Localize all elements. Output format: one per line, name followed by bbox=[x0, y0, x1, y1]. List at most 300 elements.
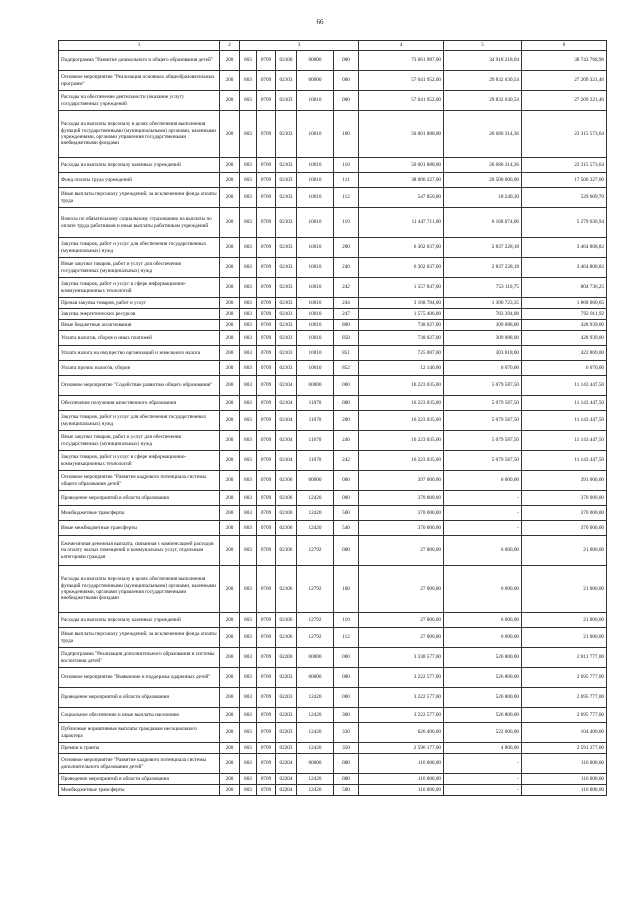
code-e: 00000 bbox=[297, 648, 334, 668]
row-name: Закупка товаров, работ и услуг в сфере информационно-коммуникационных технологий bbox=[59, 278, 220, 298]
amount-approved: 50 001 888,00 bbox=[359, 111, 444, 158]
code-e: 10010 bbox=[297, 298, 334, 309]
row-name: Расходы на выплаты персоналу в целях обеспечения выполнения функций государственными (муниципальными) органами, казенными учреждениями, органами управления государственными внебюджетными фондами bbox=[59, 566, 220, 613]
row-name: Закупка энергетических ресурсов bbox=[59, 309, 220, 320]
code-d: 02204 bbox=[276, 754, 297, 774]
code-f: 852 bbox=[334, 361, 359, 376]
amount-executed: 5 079 587,50 bbox=[444, 431, 522, 451]
code-b: 803 bbox=[240, 628, 257, 648]
row-name: Межбюджетные трансферты bbox=[59, 785, 220, 796]
code-b: 803 bbox=[240, 471, 257, 491]
amount-remaining: 529 609,70 bbox=[522, 188, 607, 208]
col-header-2: 2 bbox=[220, 41, 240, 51]
table-row bbox=[59, 396, 607, 411]
code-f: 100 bbox=[334, 111, 359, 158]
col-header-6: 6 bbox=[522, 41, 607, 51]
code-f: 000 bbox=[334, 471, 359, 491]
code-a: 200 bbox=[220, 743, 240, 754]
table-row bbox=[59, 361, 607, 376]
code-f: 240 bbox=[334, 431, 359, 451]
code-b: 803 bbox=[240, 71, 257, 91]
code-a: 200 bbox=[220, 431, 240, 451]
table-row bbox=[59, 743, 607, 754]
code-d: 02103 bbox=[276, 278, 297, 298]
code-b: 803 bbox=[240, 346, 257, 361]
code-f: 500 bbox=[334, 785, 359, 796]
code-d: 02103 bbox=[276, 188, 297, 208]
table-row bbox=[59, 451, 607, 471]
amount-remaining: 1 868 060,65 bbox=[522, 298, 607, 309]
code-d: 02103 bbox=[276, 173, 297, 188]
table-row bbox=[59, 188, 607, 208]
amount-remaining: 38 743 768,96 bbox=[522, 51, 607, 71]
code-d: 02103 bbox=[276, 320, 297, 331]
row-name: Основное мероприятие "Реализация основных общеобразовательных программ" bbox=[59, 71, 220, 91]
code-e: 12792 bbox=[297, 566, 334, 613]
code-d: 02103 bbox=[276, 208, 297, 238]
amount-approved: 1 557 847,00 bbox=[359, 278, 444, 298]
code-a: 200 bbox=[220, 278, 240, 298]
code-b: 803 bbox=[240, 396, 257, 411]
amount-approved: 38 006 327,00 bbox=[359, 173, 444, 188]
table-row bbox=[59, 723, 607, 743]
code-d: 02103 bbox=[276, 238, 297, 258]
code-a: 200 bbox=[220, 536, 240, 566]
code-d: 02106 bbox=[276, 521, 297, 536]
amount-approved: 27 000,00 bbox=[359, 628, 444, 648]
code-c: 0709 bbox=[257, 71, 276, 91]
code-f: 000 bbox=[334, 668, 359, 688]
code-b: 803 bbox=[240, 309, 257, 320]
amount-approved: 11 447 711,00 bbox=[359, 208, 444, 238]
code-f: 540 bbox=[334, 521, 359, 536]
code-c: 0709 bbox=[257, 309, 276, 320]
code-d: 02203 bbox=[276, 688, 297, 708]
code-b: 803 bbox=[240, 111, 257, 158]
amount-remaining: 5 279 636,94 bbox=[522, 208, 607, 238]
code-b: 803 bbox=[240, 173, 257, 188]
row-name: Публичные нормативные выплаты гражданам несоциального характера bbox=[59, 723, 220, 743]
code-a: 200 bbox=[220, 411, 240, 431]
table-row bbox=[59, 471, 607, 491]
row-name: Премии и гранты bbox=[59, 743, 220, 754]
code-c: 0709 bbox=[257, 320, 276, 331]
amount-executed: 5 079 587,50 bbox=[444, 376, 522, 396]
amount-remaining: 17 506 327,00 bbox=[522, 173, 607, 188]
code-f: 800 bbox=[334, 320, 359, 331]
code-c: 0709 bbox=[257, 298, 276, 309]
amount-executed: 20 500 000,00 bbox=[444, 173, 522, 188]
code-a: 200 bbox=[220, 309, 240, 320]
page-number: 66 bbox=[316, 18, 324, 26]
code-c: 0709 bbox=[257, 688, 276, 708]
code-d: 02103 bbox=[276, 331, 297, 346]
table-row bbox=[59, 688, 607, 708]
table-row bbox=[59, 613, 607, 628]
amount-remaining: 804 736,25 bbox=[522, 278, 607, 298]
code-a: 200 bbox=[220, 238, 240, 258]
row-name: Уплата налога на имущество организаций и земельного налога bbox=[59, 346, 220, 361]
code-d: 02204 bbox=[276, 774, 297, 785]
header-row bbox=[59, 41, 607, 51]
code-e: 12420 bbox=[297, 521, 334, 536]
code-e: 10010 bbox=[297, 258, 334, 278]
code-c: 0709 bbox=[257, 51, 276, 71]
code-b: 803 bbox=[240, 648, 257, 668]
amount-approved: 57 041 952,00 bbox=[359, 71, 444, 91]
table-row bbox=[59, 71, 607, 91]
code-e: 10010 bbox=[297, 346, 334, 361]
code-e: 10010 bbox=[297, 361, 334, 376]
code-a: 200 bbox=[220, 688, 240, 708]
amount-remaining: 422 869,00 bbox=[522, 346, 607, 361]
amount-executed: 522 000,00 bbox=[444, 723, 522, 743]
code-f: 110 bbox=[334, 158, 359, 173]
row-name: Основное мероприятие "Развитие кадрового потенциала системы дополнительного образования детей" bbox=[59, 754, 220, 774]
code-b: 803 bbox=[240, 411, 257, 431]
code-c: 0709 bbox=[257, 566, 276, 613]
amount-executed: - bbox=[444, 754, 522, 774]
code-a: 200 bbox=[220, 71, 240, 91]
code-a: 200 bbox=[220, 298, 240, 309]
code-e: 00000 bbox=[297, 668, 334, 688]
table-body bbox=[59, 51, 607, 796]
code-e: 10010 bbox=[297, 188, 334, 208]
code-a: 200 bbox=[220, 361, 240, 376]
amount-approved: 16 223 035,00 bbox=[359, 411, 444, 431]
code-e: 00000 bbox=[297, 376, 334, 396]
code-f: 000 bbox=[334, 536, 359, 566]
row-name: Закупка товаров, работ и услуг для обеспечения государственных (муниципальных) нужд bbox=[59, 238, 220, 258]
code-e: 11070 bbox=[297, 411, 334, 431]
code-e: 11070 bbox=[297, 431, 334, 451]
col-header-5: 5 bbox=[444, 41, 522, 51]
code-f: 300 bbox=[334, 708, 359, 723]
amount-approved: 16 223 035,00 bbox=[359, 451, 444, 471]
code-f: 000 bbox=[334, 396, 359, 411]
amount-remaining: 11 143 447,50 bbox=[522, 396, 607, 411]
table-row bbox=[59, 431, 607, 451]
row-name: Уплата налогов, сборов и иных платежей bbox=[59, 331, 220, 346]
code-d: 02103 bbox=[276, 298, 297, 309]
code-a: 200 bbox=[220, 708, 240, 723]
amount-executed: 6 070,00 bbox=[444, 361, 522, 376]
code-e: 12792 bbox=[297, 628, 334, 648]
code-f: 850 bbox=[334, 331, 359, 346]
table-row bbox=[59, 411, 607, 431]
code-d: 02203 bbox=[276, 723, 297, 743]
code-d: 02103 bbox=[276, 258, 297, 278]
code-c: 0709 bbox=[257, 743, 276, 754]
code-e: 10010 bbox=[297, 208, 334, 238]
amount-remaining: 3 464 808,82 bbox=[522, 238, 607, 258]
code-d: 02103 bbox=[276, 158, 297, 173]
code-c: 0709 bbox=[257, 536, 276, 566]
code-d: 02203 bbox=[276, 708, 297, 723]
row-name: Расходы на выплаты персоналу казенных учреждений bbox=[59, 158, 220, 173]
amount-approved: 547 850,00 bbox=[359, 188, 444, 208]
table-row bbox=[59, 173, 607, 188]
code-c: 0709 bbox=[257, 521, 276, 536]
code-c: 0709 bbox=[257, 91, 276, 111]
code-d: 02104 bbox=[276, 376, 297, 396]
amount-executed: 29 832 630,54 bbox=[444, 91, 522, 111]
amount-approved: 27 000,00 bbox=[359, 536, 444, 566]
amount-approved: 370 000,00 bbox=[359, 491, 444, 506]
code-b: 803 bbox=[240, 613, 257, 628]
table-row bbox=[59, 536, 607, 566]
row-name: Иные закупки товаров, работ и услуг для обеспечения государственных (муниципальных) нужд bbox=[59, 258, 220, 278]
code-d: 02203 bbox=[276, 668, 297, 688]
amount-remaining: 11 143 447,50 bbox=[522, 451, 607, 471]
code-f: 000 bbox=[334, 688, 359, 708]
table-row bbox=[59, 668, 607, 688]
amount-approved: 57 041 952,00 bbox=[359, 91, 444, 111]
code-c: 0709 bbox=[257, 506, 276, 521]
amount-executed: 5 079 587,50 bbox=[444, 451, 522, 471]
row-name: Подпрограмма "Развитие дошкольного и общего образования детей" bbox=[59, 51, 220, 71]
code-c: 0709 bbox=[257, 628, 276, 648]
amount-approved: 626 400,00 bbox=[359, 723, 444, 743]
code-f: 110 bbox=[334, 613, 359, 628]
code-a: 200 bbox=[220, 346, 240, 361]
code-b: 803 bbox=[240, 668, 257, 688]
code-e: 11070 bbox=[297, 451, 334, 471]
amount-approved: 27 000,00 bbox=[359, 613, 444, 628]
code-a: 200 bbox=[220, 91, 240, 111]
row-name: Расходы на обеспечение деятельности (оказание услуг) государственных учреждений bbox=[59, 91, 220, 111]
amount-remaining: 11 143 447,50 bbox=[522, 431, 607, 451]
code-a: 200 bbox=[220, 668, 240, 688]
code-b: 803 bbox=[240, 238, 257, 258]
code-b: 803 bbox=[240, 754, 257, 774]
code-d: 02106 bbox=[276, 566, 297, 613]
table-row bbox=[59, 754, 607, 774]
code-b: 803 bbox=[240, 743, 257, 754]
code-e: 12420 bbox=[297, 723, 334, 743]
amount-approved: 16 223 035,00 bbox=[359, 376, 444, 396]
code-d: 02103 bbox=[276, 111, 297, 158]
code-a: 200 bbox=[220, 158, 240, 173]
code-e: 00000 bbox=[297, 471, 334, 491]
amount-executed: - bbox=[444, 774, 522, 785]
code-f: 000 bbox=[334, 376, 359, 396]
code-b: 803 bbox=[240, 723, 257, 743]
code-b: 803 bbox=[240, 688, 257, 708]
row-name: Расходы на выплаты персоналу в целях обеспечения выполнения функций государственными (муниципальными) органами, казенными учреждениями, органами управления государственными внебюджетными фондами bbox=[59, 111, 220, 158]
amount-approved: 3 338 577,00 bbox=[359, 648, 444, 668]
code-b: 803 bbox=[240, 188, 257, 208]
amount-executed: 26 686 314,36 bbox=[444, 111, 522, 158]
code-e: 11070 bbox=[297, 396, 334, 411]
amount-approved: 397 000,00 bbox=[359, 471, 444, 491]
table-row bbox=[59, 521, 607, 536]
row-name: Обеспечение получения качественного образования bbox=[59, 396, 220, 411]
amount-executed: - bbox=[444, 521, 522, 536]
code-d: 02106 bbox=[276, 506, 297, 521]
code-c: 0709 bbox=[257, 431, 276, 451]
row-name: Взносы по обязательному социальному страхованию на выплаты по оплате труда работников и иные выплаты работникам учреждений bbox=[59, 208, 220, 238]
code-a: 200 bbox=[220, 613, 240, 628]
row-name: Межбюджетные трансферты bbox=[59, 506, 220, 521]
code-b: 803 bbox=[240, 521, 257, 536]
code-c: 0709 bbox=[257, 208, 276, 238]
code-d: 02106 bbox=[276, 536, 297, 566]
code-f: 000 bbox=[334, 91, 359, 111]
code-d: 02203 bbox=[276, 743, 297, 754]
amount-executed: 6 000,00 bbox=[444, 628, 522, 648]
amount-executed: 4 800,00 bbox=[444, 743, 522, 754]
col-header-1: 1 bbox=[59, 41, 220, 51]
code-a: 200 bbox=[220, 51, 240, 71]
amount-remaining: 23 315 573,64 bbox=[522, 158, 607, 173]
code-f: 000 bbox=[334, 491, 359, 506]
amount-remaining: 116 000,00 bbox=[522, 754, 607, 774]
amount-remaining: 21 000,00 bbox=[522, 566, 607, 613]
table-row bbox=[59, 238, 607, 258]
table-row bbox=[59, 628, 607, 648]
table-row bbox=[59, 331, 607, 346]
code-f: 330 bbox=[334, 723, 359, 743]
code-c: 0709 bbox=[257, 471, 276, 491]
row-name: Основное мероприятие "Выявление и поддержка одаренных детей" bbox=[59, 668, 220, 688]
code-e: 10010 bbox=[297, 309, 334, 320]
table-row bbox=[59, 91, 607, 111]
row-name: Фонд оплаты труда учреждений bbox=[59, 173, 220, 188]
code-c: 0709 bbox=[257, 774, 276, 785]
code-d: 02104 bbox=[276, 451, 297, 471]
code-b: 803 bbox=[240, 376, 257, 396]
amount-remaining: 2 695 777,00 bbox=[522, 668, 607, 688]
amount-remaining: 2 695 777,00 bbox=[522, 688, 607, 708]
amount-remaining: 391 000,00 bbox=[522, 471, 607, 491]
code-f: 100 bbox=[334, 566, 359, 613]
code-f: 851 bbox=[334, 346, 359, 361]
code-a: 200 bbox=[220, 173, 240, 188]
code-c: 0709 bbox=[257, 708, 276, 723]
amount-approved: 6 302 037,00 bbox=[359, 258, 444, 278]
code-e: 10010 bbox=[297, 320, 334, 331]
table-row bbox=[59, 111, 607, 158]
code-e: 12420 bbox=[297, 785, 334, 796]
amount-executed: 5 079 587,50 bbox=[444, 396, 522, 411]
table-row bbox=[59, 309, 607, 320]
amount-approved: 370 000,00 bbox=[359, 521, 444, 536]
amount-approved: 738 027,00 bbox=[359, 320, 444, 331]
code-f: 200 bbox=[334, 411, 359, 431]
code-a: 200 bbox=[220, 648, 240, 668]
amount-approved: 3 222 577,00 bbox=[359, 708, 444, 723]
row-name: Уплата прочих налогов, сборов bbox=[59, 361, 220, 376]
code-c: 0709 bbox=[257, 396, 276, 411]
amount-executed: 6 000,00 bbox=[444, 471, 522, 491]
amount-remaining: 27 209 321,46 bbox=[522, 71, 607, 91]
code-e: 12420 bbox=[297, 708, 334, 723]
amount-approved: 116 000,00 bbox=[359, 785, 444, 796]
amount-executed: 2 837 228,18 bbox=[444, 258, 522, 278]
table-row bbox=[59, 158, 607, 173]
table-row bbox=[59, 506, 607, 521]
amount-approved: 73 661 987,00 bbox=[359, 51, 444, 71]
code-e: 12420 bbox=[297, 491, 334, 506]
amount-remaining: 370 000,00 bbox=[522, 491, 607, 506]
code-e: 12420 bbox=[297, 688, 334, 708]
amount-executed: 18 240,30 bbox=[444, 188, 522, 208]
code-d: 02106 bbox=[276, 491, 297, 506]
code-e: 10010 bbox=[297, 173, 334, 188]
amount-executed: - bbox=[444, 785, 522, 796]
code-c: 0709 bbox=[257, 668, 276, 688]
amount-executed: 5 079 587,50 bbox=[444, 411, 522, 431]
code-b: 803 bbox=[240, 278, 257, 298]
amount-executed: 783 394,08 bbox=[444, 309, 522, 320]
code-d: 02104 bbox=[276, 411, 297, 431]
amount-executed: 34 918 218,04 bbox=[444, 51, 522, 71]
code-c: 0709 bbox=[257, 331, 276, 346]
row-name: Иные бюджетные ассигнования bbox=[59, 320, 220, 331]
code-c: 0709 bbox=[257, 111, 276, 158]
row-name: Иные межбюджетные трансферты bbox=[59, 521, 220, 536]
code-f: 350 bbox=[334, 743, 359, 754]
code-c: 0709 bbox=[257, 158, 276, 173]
code-f: 000 bbox=[334, 51, 359, 71]
table-row bbox=[59, 278, 607, 298]
amount-remaining: 21 000,00 bbox=[522, 613, 607, 628]
table-row bbox=[59, 785, 607, 796]
code-a: 200 bbox=[220, 111, 240, 158]
amount-executed: 526 800,00 bbox=[444, 688, 522, 708]
amount-remaining: 6 070,00 bbox=[522, 361, 607, 376]
table-row bbox=[59, 491, 607, 506]
code-c: 0709 bbox=[257, 376, 276, 396]
code-a: 200 bbox=[220, 331, 240, 346]
row-name: Ежемесячная денежная выплата, связанная с компенсацией расходов на оплату жилых помещений и коммунальных услуг, отдельным категориям граждан bbox=[59, 536, 220, 566]
amount-executed: 526 800,00 bbox=[444, 708, 522, 723]
row-name: Подпрограмма "Реализация дополнительного образования и системы воспитания детей" bbox=[59, 648, 220, 668]
amount-approved: 725 887,00 bbox=[359, 346, 444, 361]
row-name: Основное мероприятие "Развитие кадрового потенциала системы общего образования детей" bbox=[59, 471, 220, 491]
code-a: 200 bbox=[220, 785, 240, 796]
table-row bbox=[59, 566, 607, 613]
row-name: Иные выплаты персоналу учреждений, за исключением фонда оплаты труда bbox=[59, 188, 220, 208]
col-header-4: 4 bbox=[359, 41, 444, 51]
amount-remaining: 116 000,00 bbox=[522, 785, 607, 796]
amount-executed: 6 000,00 bbox=[444, 613, 522, 628]
code-d: 02100 bbox=[276, 51, 297, 71]
code-a: 200 bbox=[220, 471, 240, 491]
table-row bbox=[59, 320, 607, 331]
code-b: 803 bbox=[240, 258, 257, 278]
code-b: 803 bbox=[240, 566, 257, 613]
code-a: 200 bbox=[220, 396, 240, 411]
amount-approved: 6 302 037,00 bbox=[359, 238, 444, 258]
code-e: 10010 bbox=[297, 91, 334, 111]
code-e: 12420 bbox=[297, 774, 334, 785]
amount-remaining: 23 315 573,64 bbox=[522, 111, 607, 158]
code-c: 0709 bbox=[257, 785, 276, 796]
amount-executed: 6 000,00 bbox=[444, 566, 522, 613]
code-c: 0709 bbox=[257, 613, 276, 628]
row-name: Проведение мероприятий в области образования bbox=[59, 688, 220, 708]
code-f: 247 bbox=[334, 309, 359, 320]
amount-approved: 16 223 035,00 bbox=[359, 396, 444, 411]
code-f: 119 bbox=[334, 208, 359, 238]
code-b: 803 bbox=[240, 708, 257, 723]
code-f: 000 bbox=[334, 754, 359, 774]
amount-remaining: 21 000,00 bbox=[522, 536, 607, 566]
code-b: 803 bbox=[240, 491, 257, 506]
amount-remaining: 104 400,00 bbox=[522, 723, 607, 743]
